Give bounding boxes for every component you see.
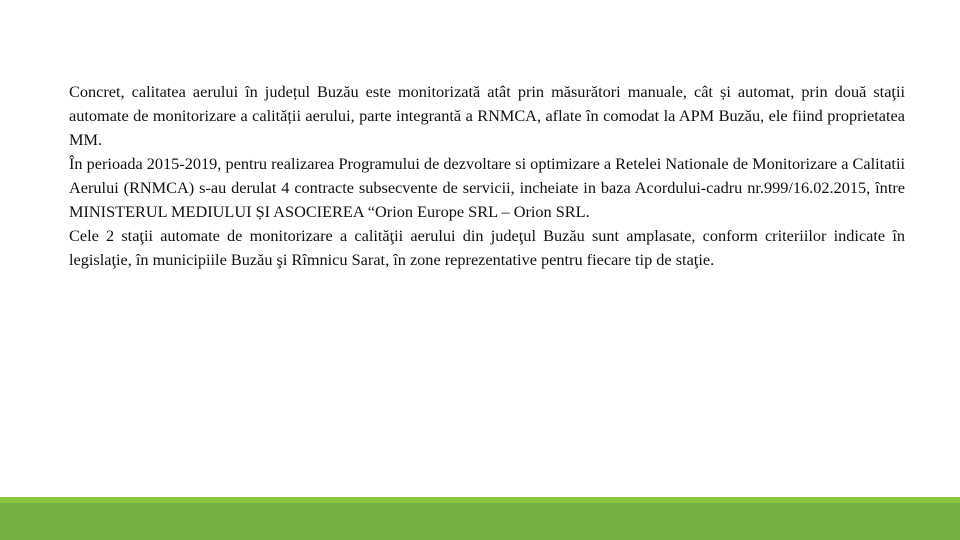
footer-bar [0,503,960,540]
slide-body-text [69,80,905,272]
paragraph-station-locations: Cele 2 staţii automate de monitorizare a calităţii aerului din judeţul Buzău sunt amplasate, conform criteriilor indicate în legislaţie, în municipiile Buzău şi Rîmnicu Sarat, în zone reprezentative pentru fiecare tip de staţie. [69,226,905,269]
paragraph-rnmca-program: În perioada 2015-2019, pentru realizarea Programului de dezvoltare si optimizare a Retelei Nationale de Monitorizare a Calitatii Aerului (RNMCA) s-au derulat 4 contracte subsecvente de servicii, incheiate in baza Acordului-cadru nr.999/16.02.2015, între MINISTERUL MEDIULUI ȘI ASOCIEREA “Orion Europe SRL – Orion SRL. [69,154,905,221]
paragraph-monitoring-overview: Concret, calitatea aerului în județul Buzău este monitorizată atât prin măsurători manuale, cât și automat, prin două staţii automate de monitorizare a calității aerului, parte integrantă a RNMCA, aflate în comodat la APM Buzău, ele fiind proprietatea MM. [69,82,905,149]
